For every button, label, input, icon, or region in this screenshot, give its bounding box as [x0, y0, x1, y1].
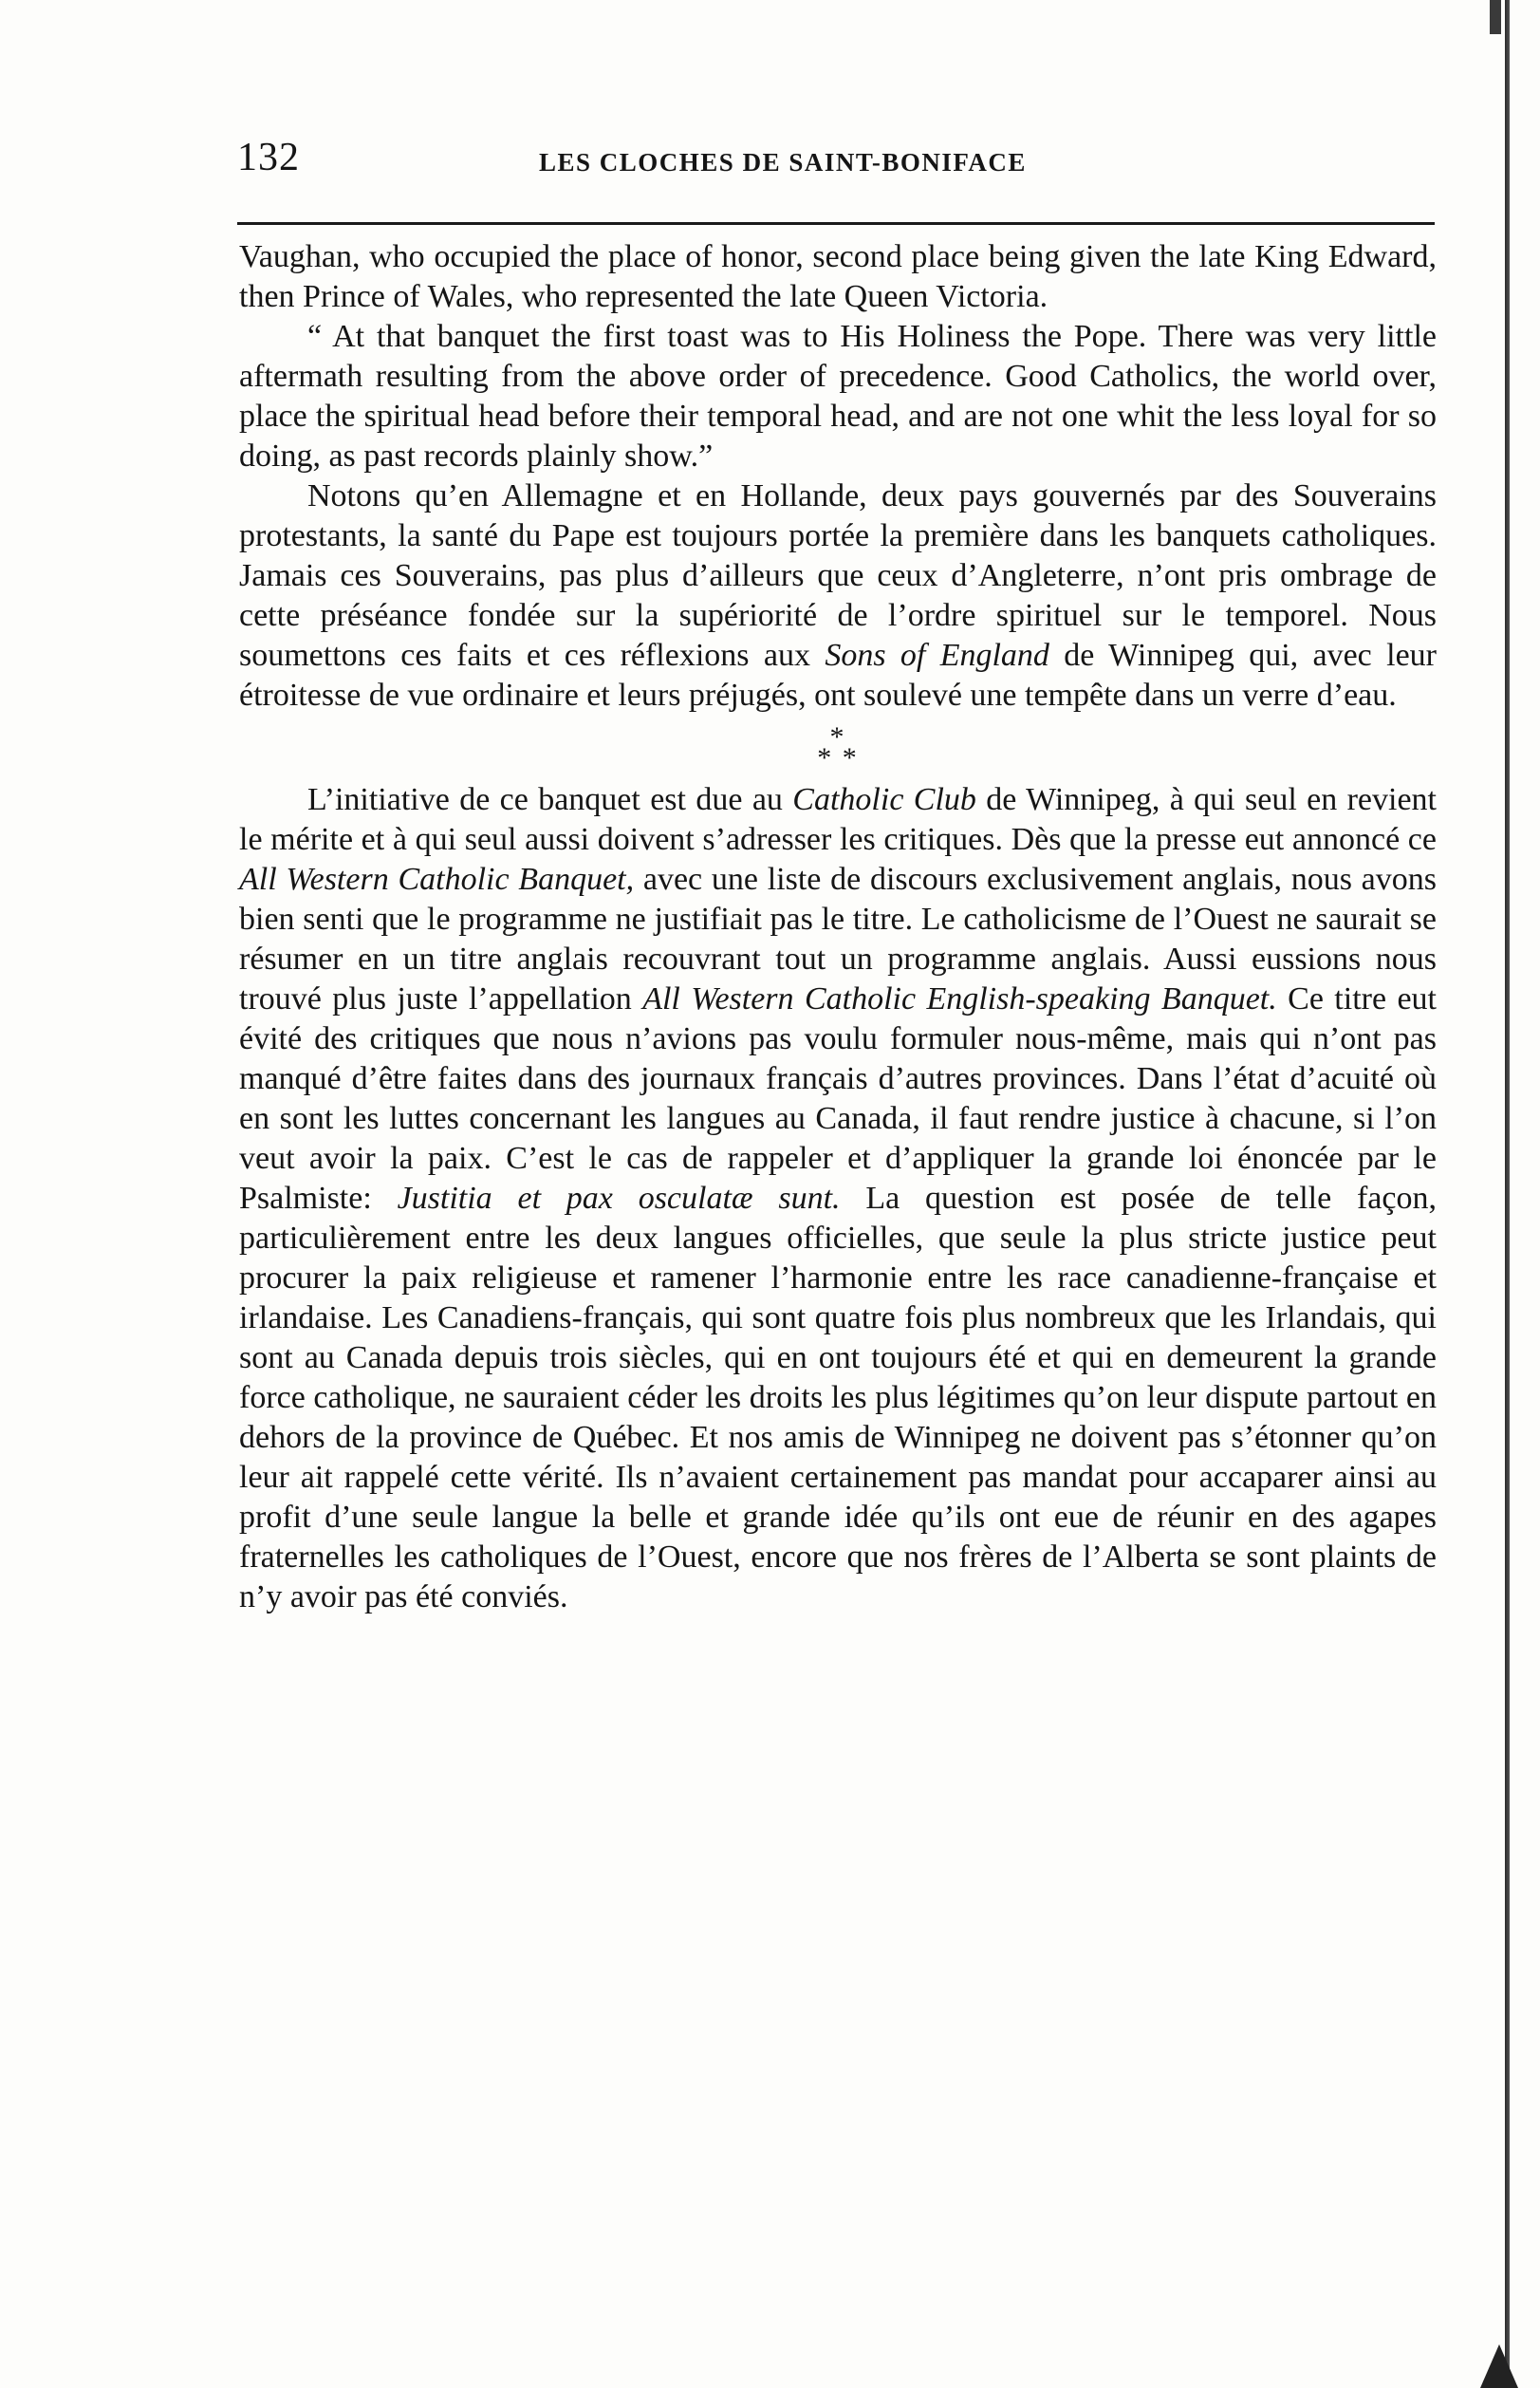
paragraph-4-text-3: avec une liste de discours exclusivement anglais, nous avons bien senti que le programme ne justifiait pas le titre. Le catholicisme de l’Ouest ne saurait se résumer en un titre anglais recouvrant tout un programme anglais. Aussi eussions nous trouvé plus juste l’appellation	[239, 862, 1437, 1017]
asterism-separator	[239, 721, 1437, 774]
binding-edge-mark	[1490, 0, 1501, 34]
italic-sons-of-england: Sons of England	[825, 638, 1049, 673]
paragraph-4-text-4: Ce titre eut évité des critiques que nous n’avions pas voulu formuler nous-même, mais qui n’ont pas manqué d’être faites dans des journaux français d’autres provinces. Dans l’état d’acuité où en sont les luttes concernant les langues au Canada, il faut rendre justice à chacune, si l’on veut avoir la paix. C’est le cas de rappeler et d’appliquer la grande loi énoncée par le Psalmiste:	[239, 981, 1437, 1216]
paragraph-3-text-end: de Winnipeg qui, avec leur étroitesse de vue ordinaire et leurs préjugés, ont soulevé une tempête dans un verre d’eau.	[239, 638, 1437, 713]
paragraph-4-text-2: de Winnipeg, à qui seul en revient le mérite et à qui seul aussi doivent s’adresser les critiques. Dès que la presse eut annoncé ce	[239, 782, 1437, 857]
paragraph-4-text-5: La question est posée de telle façon, particulièrement entre les deux langues officielles, que seule la plus stricte justice peut procurer la paix religieuse et ramener l’harmonie entre les race canadienne-française et irlandaise. Les Canadiens-français, qui sont quatre fois plus nombreux que les Irlandais, qui sont au Canada depuis trois siècles, qui en ont toujours été et qui en demeurent la grande force catholique, ne sauraient céder les droits les plus légitimes qu’on leur dispute partout en dehors de la province de Québec. Et nos amis de Winnipeg ne doivent pas s’étonner qu’on leur ait rappelé cette vérité. Ils n’avaient certainement pas mandat pour accaparer ainsi au profit d’une seule langue la belle et grande idée qu’ils ont eue de réunir en des agapes fraternelles les catholiques de l’Ouest, encore que nos frères de l’Alberta se sont plaints de n’y avoir pas été conviés.	[239, 1181, 1437, 1614]
paragraph-4	[239, 780, 1437, 1617]
page-edge-shadow	[1505, 0, 1510, 2388]
italic-proposed-title: All Western Catholic English-speaking Banquet.	[642, 981, 1277, 1017]
page-header	[237, 135, 1433, 192]
paragraph-3-text: Notons qu’en Allemagne et en Hollande, deux pays gouvernés par des Souverains protestants, la santé du Pape est toujours portée la première dans les banquets catholiques. Jamais ces Souverains, pas plus d’ailleurs que ceux d’Angleterre, n’ont pris ombrage de cette préséance fondée sur la supériorité de l’ordre spirituel sur le temporel. Nous soumettons ces faits et ces réflexions aux	[239, 478, 1437, 673]
running-title: LES CLOCHES DE SAINT-BONIFACE	[539, 148, 1027, 177]
italic-banquet-title: All Western Catholic Banquet,	[239, 862, 635, 897]
italic-psalm-quote: Justitia et pax osculatæ sunt.	[397, 1181, 841, 1216]
corner-mark	[1480, 2344, 1518, 2388]
paragraph-4-text-1: L’initiative de ce banquet est due au	[307, 782, 793, 817]
italic-catholic-club: Catholic Club	[792, 782, 976, 817]
paragraph-3	[239, 476, 1437, 716]
asterism: * * *	[817, 721, 859, 774]
paragraph-1: Vaughan, who occupied the place of honor, second place being given the late King Edward, then Prince of Wales, who represented the late Queen Victoria.	[239, 239, 1437, 314]
body-text	[239, 237, 1437, 1617]
page-number: 132	[237, 136, 300, 179]
paragraph-2: “ At that banquet the first toast was to His Holiness the Pope. There was very little aftermath resulting from the above order of precedence. Good Catholics, the world over, place the spiritual head before their temporal head, and are not one whit the less loyal for so doing, as past records plainly show.”	[239, 319, 1437, 474]
header-rule	[237, 222, 1435, 225]
